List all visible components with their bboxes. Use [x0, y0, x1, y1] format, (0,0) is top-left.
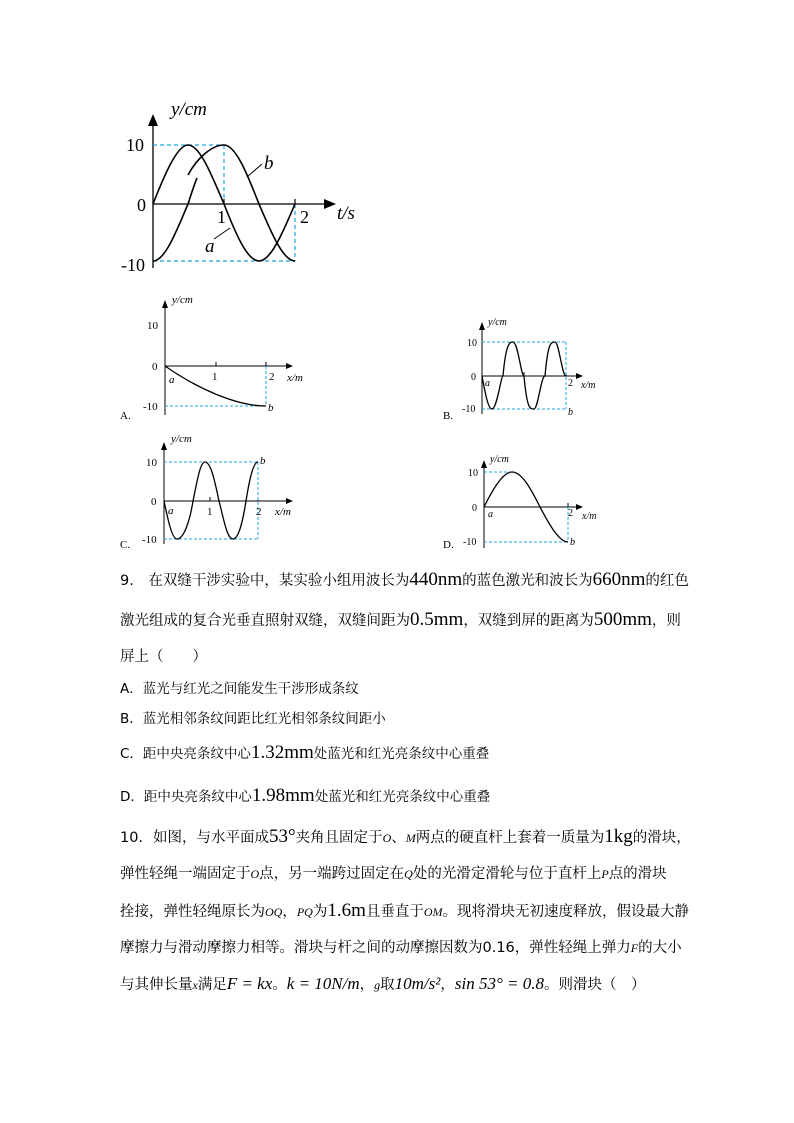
q9-line3: 屏上（ ）	[120, 649, 207, 665]
svg-text:10: 10	[146, 457, 157, 469]
main-x-label: t/s	[337, 203, 355, 224]
main-tick-1: 1	[217, 207, 226, 227]
q10-line5: 与其伸长量x满足F = kx。k = 10N/m，g取10m/s²，sin 53° = 0.8。则滑块（ ）	[120, 974, 646, 993]
svg-text:2: 2	[568, 378, 573, 389]
svg-text:2: 2	[269, 371, 275, 383]
svg-text:x/m: x/m	[275, 506, 291, 518]
svg-text:2: 2	[568, 508, 573, 519]
svg-text:a: a	[168, 505, 174, 517]
main-wave-figure	[0, 0, 794, 300]
q9-option-b: B．蓝光相邻条纹间距比红光相邻条纹间距小	[120, 711, 386, 727]
main-label-b: b	[264, 153, 274, 174]
svg-text:x/m: x/m	[582, 511, 597, 522]
svg-text:0: 0	[152, 361, 158, 373]
option-c-figure	[140, 432, 320, 547]
q10-line4: 摩擦力与滑动摩擦力相等。滑块与杆之间的动摩擦因数为0.16，弹性轻绳上弹力F的大小	[120, 940, 682, 956]
option-d-figure	[460, 452, 630, 552]
main-x-arrow	[324, 199, 336, 209]
option-b-figure	[460, 312, 620, 417]
svg-text:1: 1	[212, 371, 218, 383]
svg-text:10: 10	[147, 320, 158, 332]
svg-text:y/cm: y/cm	[490, 454, 509, 465]
svg-text:10: 10	[467, 338, 477, 349]
svg-text:a: a	[169, 374, 175, 386]
q9-option-c: C．距中央亮条纹中心1.32mm处蓝光和红光亮条纹中心重叠	[120, 742, 490, 763]
svg-text:10: 10	[468, 468, 478, 479]
main-tick-10: 10	[126, 135, 144, 155]
svg-text:y/cm: y/cm	[488, 317, 507, 328]
svg-text:b: b	[568, 407, 573, 417]
svg-text:x/m: x/m	[581, 380, 596, 391]
svg-text:2: 2	[256, 506, 262, 518]
main-curve-b-start	[153, 178, 197, 261]
svg-text:-10: -10	[462, 404, 476, 415]
main-label-a: a	[205, 236, 215, 257]
option-a-figure	[140, 290, 320, 420]
svg-text:b: b	[268, 402, 274, 414]
svg-text:-10: -10	[143, 401, 158, 413]
svg-text:-10: -10	[142, 534, 157, 546]
q9-option-a: A．蓝光与红光之间能发生干涉形成条纹	[120, 681, 359, 697]
svg-text:1: 1	[207, 506, 213, 518]
svg-text:a: a	[485, 378, 490, 389]
svg-text:0: 0	[151, 496, 157, 508]
q10-line3: 拴接，弹性轻绳原长为OQ，PQ为1.6m且垂直于OM。现将滑块无初速度释放，假设最大静	[120, 900, 690, 921]
main-y-label: y/cm	[171, 99, 207, 120]
svg-text:x/m: x/m	[287, 372, 303, 384]
option-d-letter: D.	[443, 539, 454, 551]
main-tick-neg10: -10	[121, 255, 145, 275]
q10-line2: 弹性轻绳一端固定于O点，另一端跨过固定在Q处的光滑定滑轮与位于直杆上P点的滑块	[120, 866, 667, 882]
q10-line1: 10．如图，与水平面成53°夹角且固定于O、M两点的硬直杆上套着一质量为1kg的滑块，	[120, 826, 691, 847]
q9-line2: 激光组成的复合光垂直照射双缝，双缝间距为0.5mm，双缝到屏的距离为500mm，则	[120, 609, 681, 630]
q9-line1: 9. 在双缝干涉实验中，某实验小组用波长为440nm的蓝色激光和波长为660nm的红色	[120, 569, 689, 590]
q9-option-d: D．距中央亮条纹中心1.98mm处蓝光和红光亮条纹中心重叠	[120, 785, 491, 806]
svg-text:y/cm: y/cm	[172, 294, 193, 306]
svg-text:b: b	[570, 537, 575, 548]
svg-text:0: 0	[471, 372, 476, 383]
main-tick-0: 0	[137, 195, 146, 215]
main-y-arrow	[148, 114, 158, 126]
option-c-letter: C.	[120, 539, 131, 551]
svg-text:0: 0	[472, 503, 477, 514]
option-b-letter: B.	[443, 410, 454, 422]
svg-text:a: a	[488, 509, 493, 520]
svg-text:y/cm: y/cm	[171, 433, 192, 445]
svg-text:b: b	[260, 455, 266, 467]
main-tick-2: 2	[300, 207, 309, 227]
svg-text:-10: -10	[463, 537, 477, 548]
option-a-letter: A.	[120, 410, 131, 422]
